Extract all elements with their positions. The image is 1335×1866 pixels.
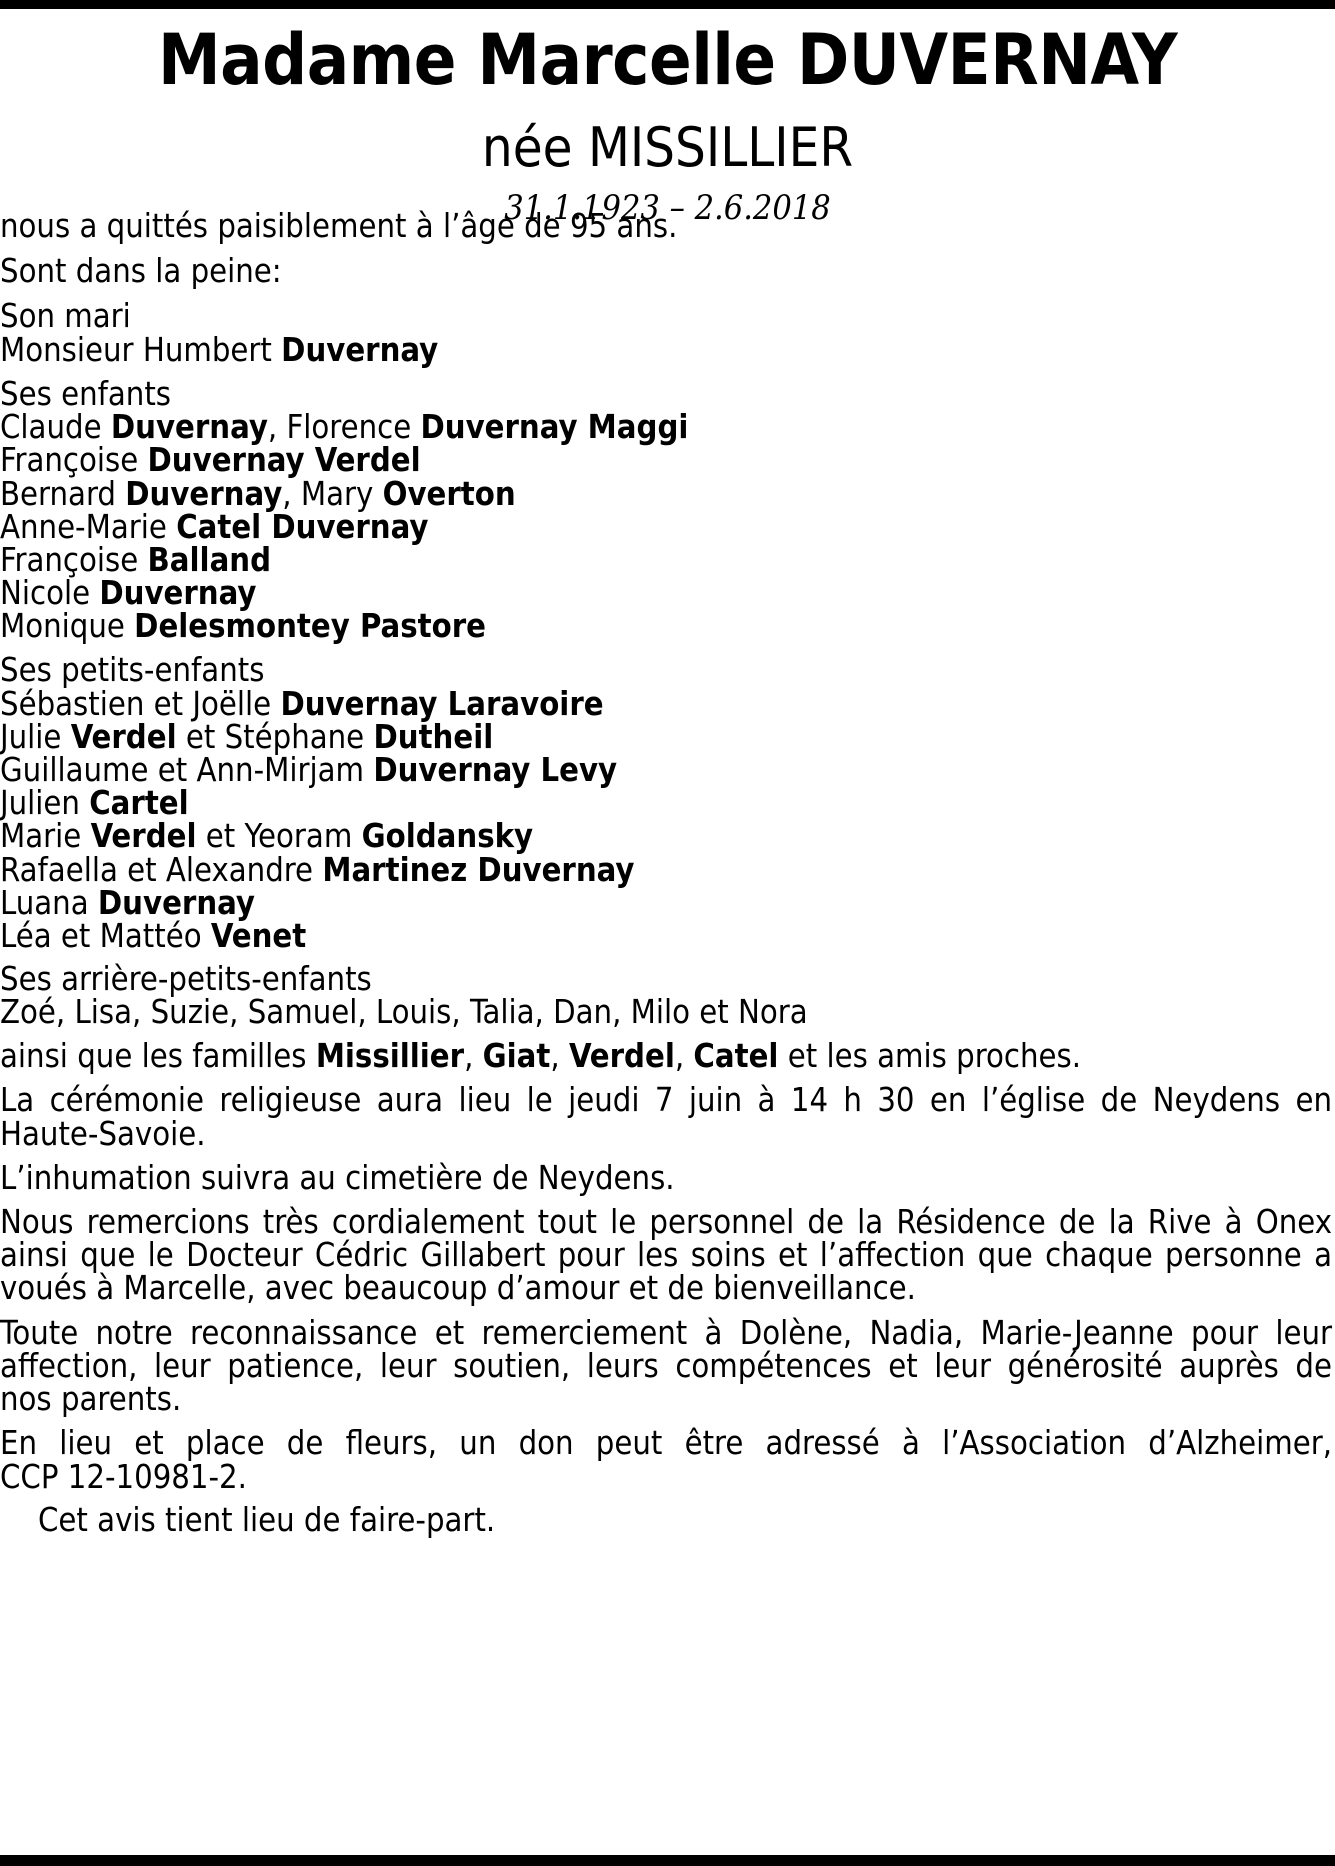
given-name-text: Guillaume et Ann-Mirjam (0, 751, 374, 789)
given-name-text: Marie (0, 817, 91, 855)
surname-text: Missillier (315, 1037, 465, 1075)
thanks-text: ainsi que le Docteur Cédric Gillabert pour les soins et l’affection que chaque personne a (0, 1236, 1332, 1274)
gratitude-text: nos parents. (0, 1380, 182, 1418)
given-name-text: Julie (0, 718, 71, 756)
surname-text: Duvernay Laravoire (280, 685, 604, 723)
surname-text: Goldansky (361, 817, 534, 855)
given-name-text: , (464, 1037, 483, 1075)
surname-text: Cartel (89, 784, 189, 822)
given-name-text: Claude (0, 408, 111, 446)
given-name-text: Luana (0, 884, 98, 922)
surname-text: Duvernay Levy (373, 751, 618, 789)
surname-text: Duvernay (110, 408, 268, 446)
surname-text: Dutheil (373, 718, 494, 756)
children-heading: Ses enfants (0, 375, 172, 413)
intro-text: nous a quittés paisiblement à l’âge de 95 ans. (0, 207, 678, 245)
surname-text: Venet (210, 917, 307, 955)
given-name-text: Monsieur Humbert (0, 331, 282, 369)
surname-text: Duvernay (125, 475, 283, 513)
surname-text: Duvernay (281, 331, 439, 369)
given-name-text: et Yeoram (196, 817, 362, 855)
surname-text: Overton (382, 475, 516, 513)
surname-text: Duvernay Maggi (420, 408, 689, 446)
given-name-text: et Stéphane (176, 718, 374, 756)
gratitude-text: affection, leur patience, leur soutien, leurs compétences et leur générosité auprès de (0, 1347, 1332, 1385)
given-name-text: Léa et Mattéo (0, 917, 211, 955)
ceremony-text: La cérémonie religieuse aura lieu le jeudi 7 juin à 14 h 30 en l’église de Neydens en (0, 1081, 1332, 1119)
families-line (0, 1036, 1332, 1076)
life-dates: 31.1.1923 – 2.6.2018 (504, 188, 831, 228)
surname-text: Catel (693, 1037, 779, 1075)
surname-text: Catel Duvernay (176, 508, 429, 546)
surname-text: Giat (482, 1037, 551, 1075)
surname-text: Delesmontey Pastore (134, 607, 486, 645)
given-name-text: Bernard (0, 475, 126, 513)
gratitude-text: Toute notre reconnaissance et remerciement à Dolène, Nadia, Marie-Jeanne pour leur (0, 1314, 1332, 1352)
maiden-name: née MISSILLIER (481, 116, 854, 179)
surname-text: Duvernay (99, 574, 257, 612)
given-name-text: , (674, 1037, 694, 1075)
given-name-text: et les amis proches. (778, 1037, 1082, 1075)
given-name-text: , (550, 1037, 569, 1075)
given-name-text: Rafaella et Alexandre (0, 851, 323, 889)
donation-text: En lieu et place de fleurs, un don peut être adressé à l’Association d’Alzheimer, (0, 1424, 1332, 1462)
given-name-text: Françoise (0, 441, 148, 479)
donation-text: CCP 12-10981-2. (0, 1458, 247, 1496)
child-line (0, 606, 1332, 646)
surname-text: Verdel (568, 1037, 675, 1075)
page-title: Madame Marcelle DUVERNAY (157, 19, 1178, 101)
given-name-text: Sébastien et Joëlle (0, 685, 281, 723)
thanks-text: Nous remercions très cordialement tout le personnel de la Résidence de la Rive à Onex (0, 1203, 1332, 1241)
ceremony-text: Haute-Savoie. (0, 1115, 206, 1153)
closing-text: Cet avis tient lieu de faire-part. (38, 1501, 496, 1539)
surname-text: Duvernay (97, 884, 255, 922)
bottom-rule (0, 1855, 1335, 1866)
surname-text: Duvernay Verdel (147, 441, 421, 479)
given-name-text: ainsi que les familles (0, 1037, 316, 1075)
grandchild-line (0, 916, 1332, 956)
husband-heading: Son mari (0, 297, 131, 335)
surname-text: Verdel (90, 817, 197, 855)
top-rule (0, 0, 1335, 9)
mourners-heading: Sont dans la peine: (0, 252, 282, 290)
surname-text: Balland (147, 541, 272, 579)
given-name-text: , Florence (267, 408, 421, 446)
given-name-text: Nicole (0, 574, 100, 612)
great-grandchildren-list: Zoé, Lisa, Suzie, Samuel, Louis, Talia, Dan, Milo et Nora (0, 993, 808, 1031)
surname-text: Martinez Duvernay (322, 851, 635, 889)
given-name-text: Françoise (0, 541, 148, 579)
husband-line (0, 330, 1332, 370)
grandchildren-heading: Ses petits-enfants (0, 651, 265, 689)
given-name-text: Julien (0, 784, 90, 822)
thanks-text: voués à Marcelle, avec beaucoup d’amour et de bienveillance. (0, 1269, 916, 1307)
given-name-text: Anne-Marie (0, 508, 177, 546)
great-grandchildren-heading: Ses arrière-petits-enfants (0, 960, 372, 998)
given-name-text: Monique (0, 607, 135, 645)
surname-text: Verdel (70, 718, 177, 756)
burial-text: L’inhumation suivra au cimetière de Neydens. (0, 1159, 675, 1197)
given-name-text: , Mary (282, 475, 383, 513)
